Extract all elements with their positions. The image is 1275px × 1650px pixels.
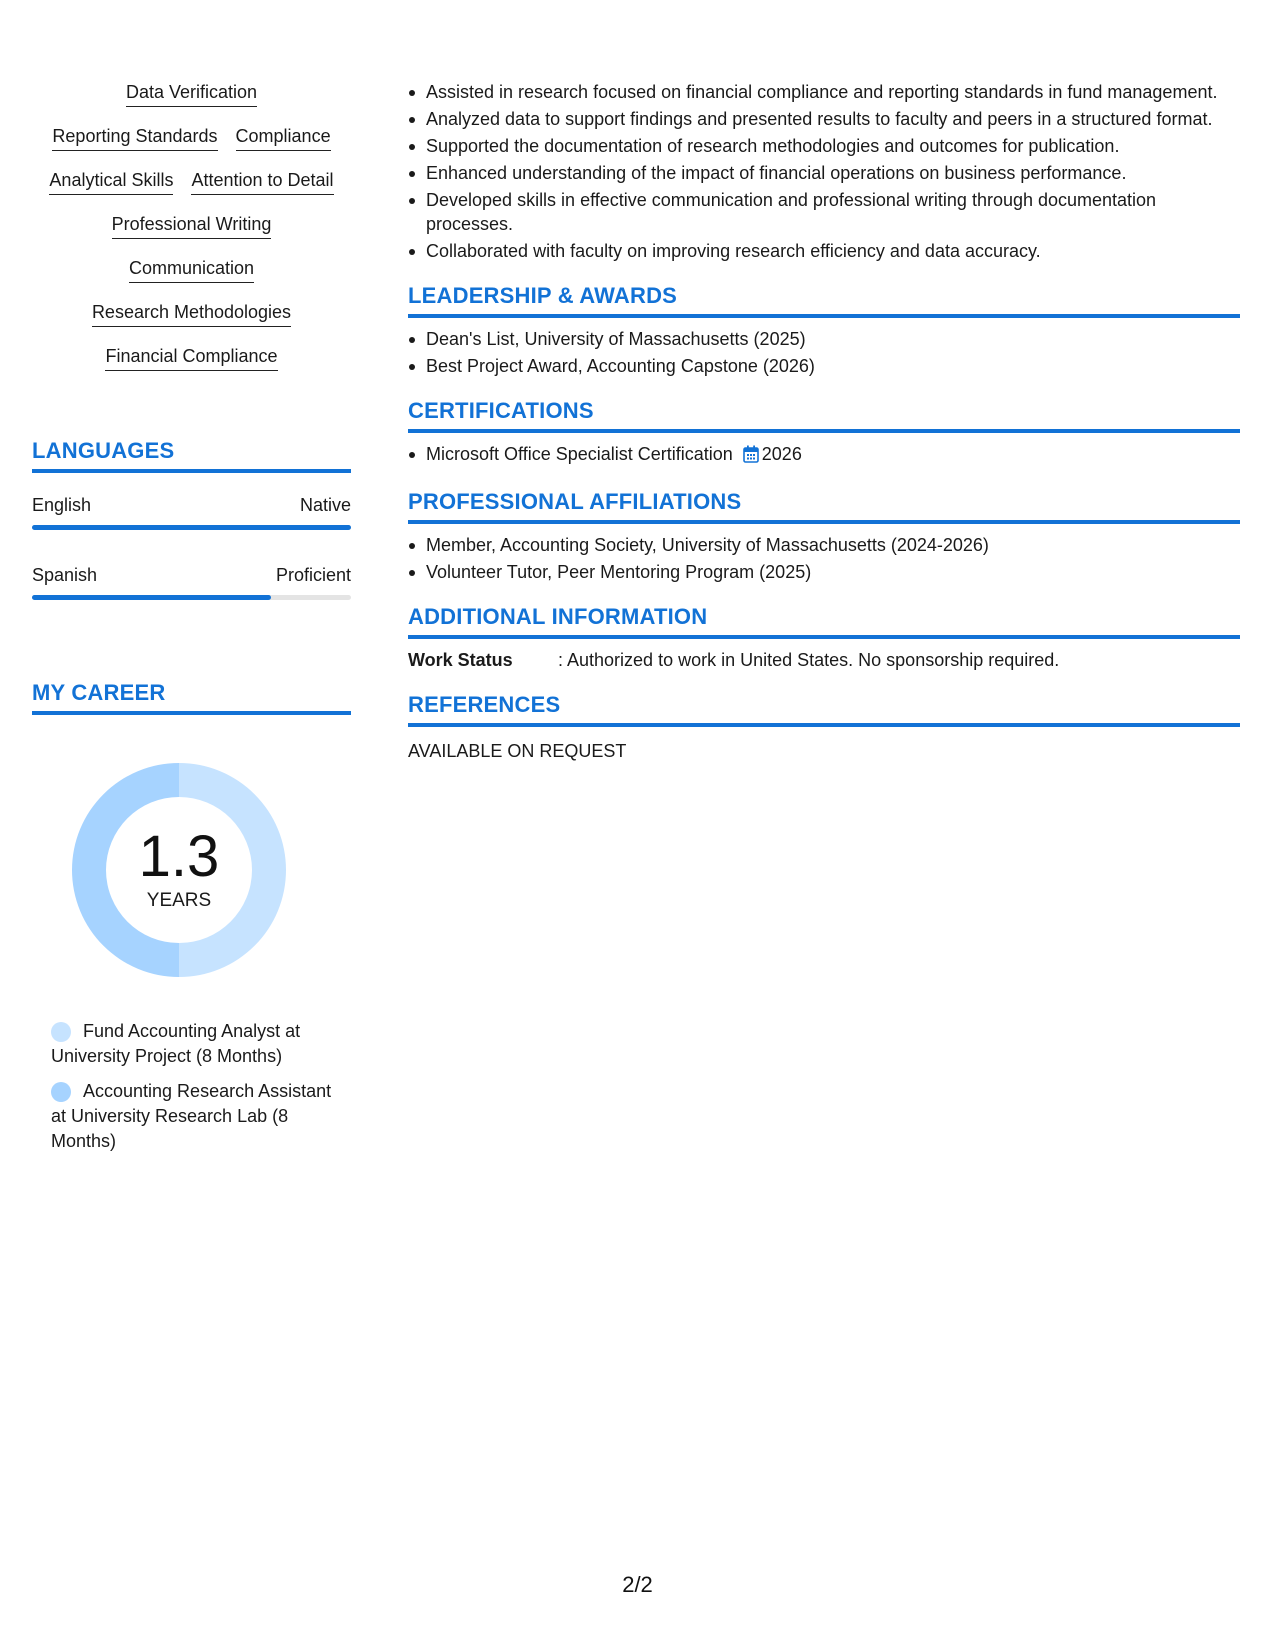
leadership-section [408, 283, 1240, 378]
language-level: Proficient [275, 565, 351, 585]
skill-tag: Analytical Skills [49, 168, 173, 195]
list-item: Enhanced understanding of the impact of financial operations on business performance. [426, 161, 1240, 185]
skill-tag: Financial Compliance [105, 344, 277, 371]
skill-row [112, 212, 272, 239]
language-level: Native [299, 495, 351, 515]
list-item: Developed skills in effective communication and professional writing through documentation processes. [426, 188, 1240, 236]
legend-dot-icon [51, 1022, 71, 1042]
skill-row [129, 256, 254, 283]
calendar-icon [743, 445, 759, 469]
skill-row [52, 124, 330, 151]
language-name: English [32, 495, 92, 515]
list-item: Analyzed data to support findings and presented results to faculty and peers in a structured format. [426, 107, 1240, 131]
skills-list [32, 80, 351, 388]
skill-tag: Communication [129, 256, 254, 283]
legend-label: Accounting Research Assistant at University Research Lab (8 Months) [51, 1081, 332, 1151]
certifications-section [408, 398, 1240, 469]
language-entry [32, 493, 351, 530]
certification-name: Microsoft Office Specialist Certification [426, 444, 733, 464]
affiliations-heading: PROFESSIONAL AFFILIATIONS [408, 489, 1240, 524]
career-heading: MY CAREER [32, 680, 351, 715]
career-total: 1.3 [138, 824, 220, 889]
list-item: Dean's List, University of Massachusetts (2025) [426, 327, 1240, 351]
left-column [32, 80, 351, 1164]
languages-section [32, 438, 351, 600]
certification-year: 2026 [761, 444, 802, 464]
list-item: Collaborated with faculty on improving research efficiency and data accuracy. [426, 239, 1240, 263]
languages-heading: LANGUAGES [32, 438, 351, 473]
list-item: Best Project Award, Accounting Capstone (2026) [426, 354, 1240, 378]
skill-tag: Data Verification [126, 80, 257, 107]
proficiency-fill [32, 525, 351, 530]
list-item: Supported the documentation of research methodologies and outcomes for publication. [426, 134, 1240, 158]
career-unit: YEARS [146, 890, 212, 911]
skill-row [105, 344, 277, 371]
career-legend [51, 1019, 341, 1154]
affiliations-section [408, 489, 1240, 584]
career-donut [64, 755, 294, 985]
skill-tag: Attention to Detail [191, 168, 333, 195]
work-status-label: Work Status [408, 650, 513, 670]
additional-info-section [408, 604, 1240, 672]
skill-tag: Compliance [236, 124, 331, 151]
additional-info-heading: ADDITIONAL INFORMATION [408, 604, 1240, 639]
legend-dot-icon [51, 1082, 71, 1102]
references-section [408, 692, 1240, 763]
skill-tag: Reporting Standards [52, 124, 217, 151]
list-item: Volunteer Tutor, Peer Mentoring Program (2025) [426, 560, 1240, 584]
skill-tag: Professional Writing [112, 212, 272, 239]
legend-label: Fund Accounting Analyst at University Project (8 Months) [51, 1021, 301, 1066]
skill-tag: Research Methodologies [92, 300, 291, 327]
certifications-heading: CERTIFICATIONS [408, 398, 1240, 433]
page-number: 2/2 [622, 1572, 653, 1597]
legend-item [51, 1079, 341, 1154]
proficiency-bar [32, 595, 351, 600]
career-section [32, 680, 351, 1154]
list-item: Member, Accounting Society, University of Massachusetts (2024-2026) [426, 533, 1240, 557]
references-heading: REFERENCES [408, 692, 1240, 727]
skill-row [49, 168, 333, 195]
proficiency-fill [32, 595, 271, 600]
proficiency-bar [32, 525, 351, 530]
references-text: AVAILABLE ON REQUEST [408, 741, 627, 761]
experience-bullets [408, 80, 1240, 263]
list-item: Assisted in research focused on financial compliance and reporting standards in fund management. [426, 80, 1240, 104]
language-name: Spanish [32, 565, 98, 585]
skill-row [126, 80, 257, 107]
work-status-value: : Authorized to work in United States. No sponsorship required. [558, 650, 1060, 670]
work-status-row [408, 648, 1240, 672]
language-entry [32, 563, 351, 600]
legend-item [51, 1019, 341, 1069]
right-column [408, 80, 1240, 763]
list-item [426, 442, 1240, 469]
skill-row [92, 300, 291, 327]
leadership-heading: LEADERSHIP & AWARDS [408, 283, 1240, 318]
